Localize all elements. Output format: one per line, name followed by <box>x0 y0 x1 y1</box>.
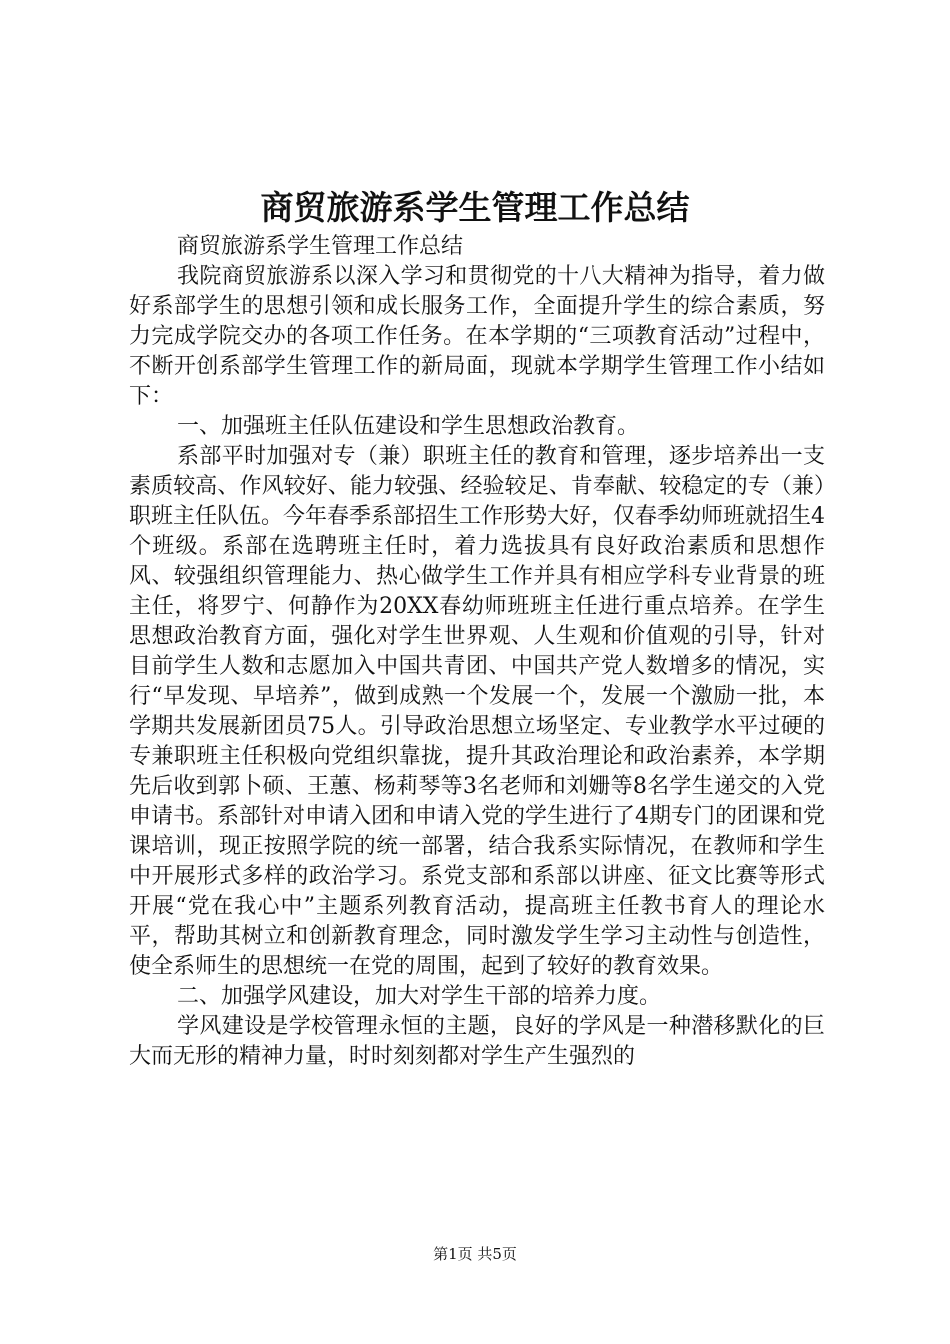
document-title: 商贸旅游系学生管理工作总结 <box>260 188 690 227</box>
section-heading-1: 一、加强班主任队伍建设和学生思想政治教育。 <box>177 414 640 439</box>
paragraph-section-2: 学风建设是学校管理永恒的主题，良好的学风是一种潜移默化的巨大而无形的精神力量，时时刻刻都对学生产生强烈的 <box>129 1014 825 1069</box>
paragraph-section-1: 系部平时加强对专（兼）职班主任的教育和管理，逐步培养出一支素质较高、作风较好、能力较强、经验较足、肯奉献、较稳定的专（兼）职班主任队伍。今年春季系部招生工作形势大好，仅春季幼师班就招生4个班级。系部在选聘班主任时，着力选拔具有良好政治素质和思想作风、较强组织管理能力、热心做学生工作并具有相应学科专业背景的班主任，将罗宁、何静作为20XX春幼师班班主任进行重点培养。在学生思想政治教育方面，强化对学生世界观、人生观和价值观的引导，针对目前学生人数和志愿加入中国共青团、中国共产党人数增多的情况，实行“早发现、早培养”，做到成熟一个发展一个，发展一个激励一批，本学期共发展新团员75人。引导政治思想立场坚定、专业教学水平过硬的专兼职班主任积极向党组织靠拢，提升其政治理论和政治素养，本学期先后收到郭卜硕、王蕙、杨莉琴等3名老师和刘姗等8名学生递交的入党申请书。系部针对申请入团和申请入党的学生进行了4期专门的团课和党课培训，现正按照学院的统一部署，结合我系实际情况，在教师和学生中开展形式多样的政治学习。系党支部和系部以讲座、征文比赛等形式开展“党在我心中”主题系列教育活动，提高班主任教书育人的理论水平，帮助其树立和创新教育理念，同时激发学生学习主动性与创造性，使全系师生的思想统一在党的周围，起到了较好的教育效果。 <box>129 444 825 979</box>
section-heading-2: 二、加强学风建设，加大对学生干部的培养力度。 <box>177 984 662 1009</box>
page-number-footer: 第1页 共5页 <box>433 1245 517 1263</box>
paragraph-subtitle: 商贸旅游系学生管理工作总结 <box>177 234 464 259</box>
paragraph-intro: 我院商贸旅游系以深入学习和贯彻党的十八大精神为指导，着力做好系部学生的思想引领和成长服务工作，全面提升学生的综合素质，努力完成学院交办的各项工作任务。在本学期的“三项教育活动”过程中，不断开创系部学生管理工作的新局面，现就本学期学生管理工作小结如下： <box>129 264 825 409</box>
document-body <box>129 232 825 1072</box>
